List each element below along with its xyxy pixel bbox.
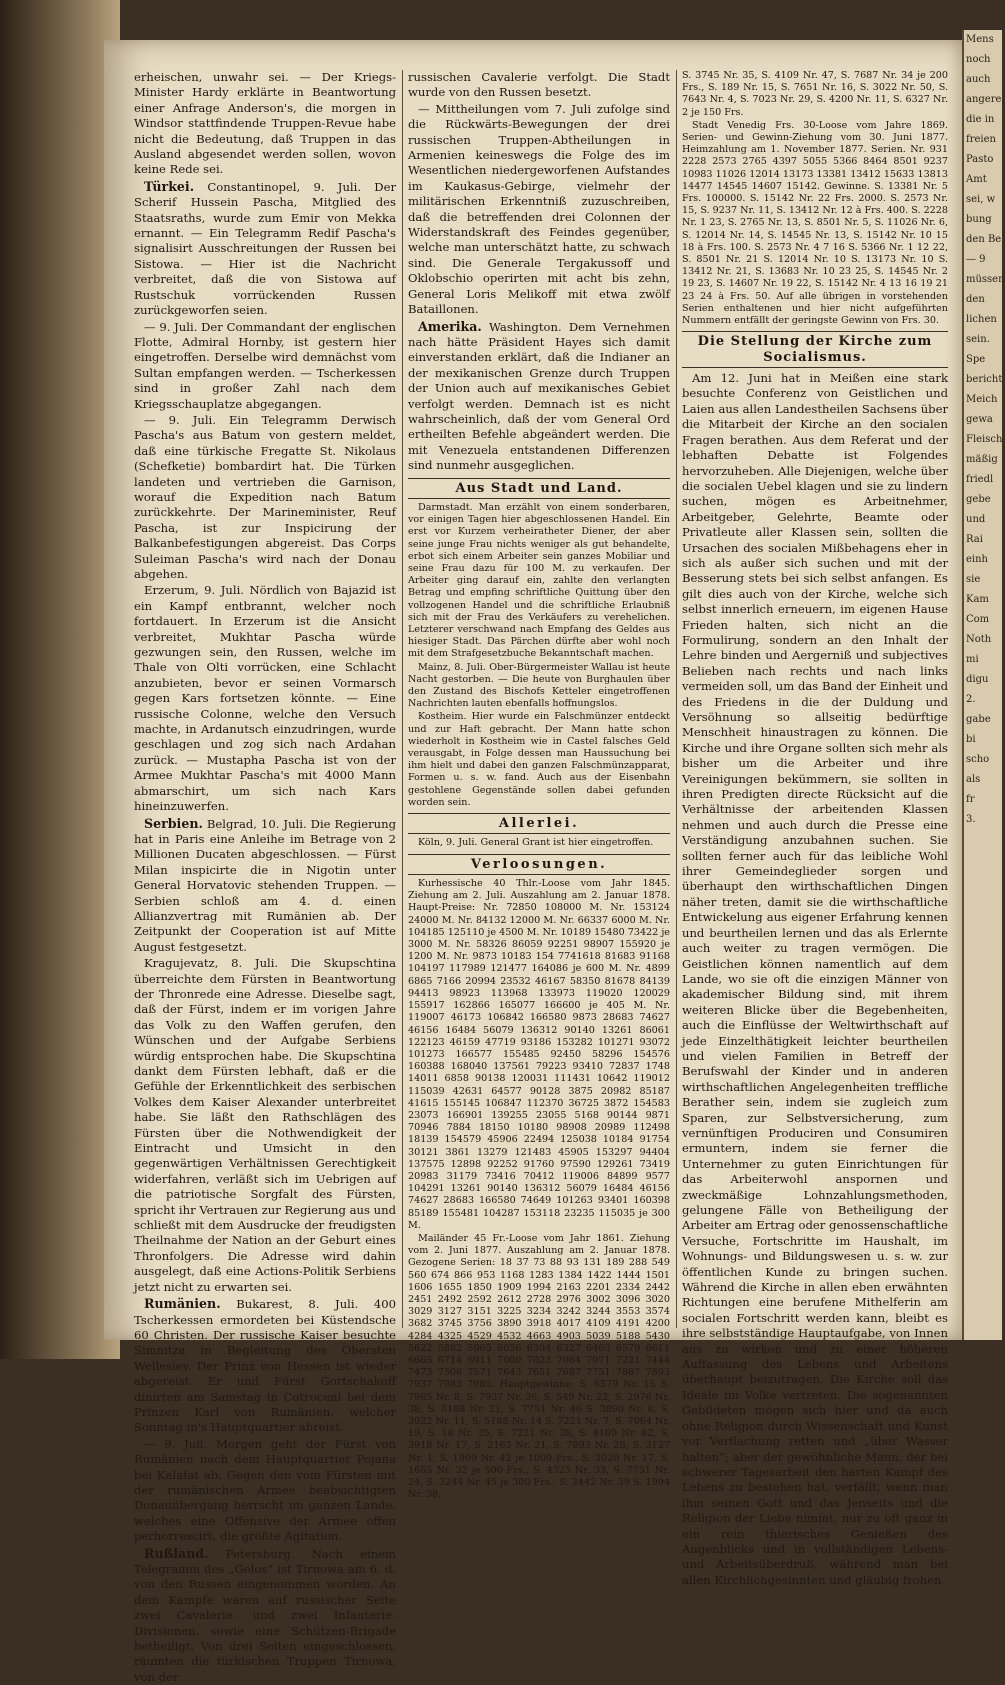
lottery-list: S. 3745 Nr. 35, S. 4109 Nr. 47, S. 7687 Nr. 34 je 200 Frs., S. 189 Nr. 15, S. 7651 Nr. 16, S. 3022 Nr. 50, S. 7643 Nr. 4, S. 7023 Nr. 29, S. 4200 Nr. 11, S. 6327 Nr. 2 je 150 Frs.	[682, 70, 948, 118]
adjacent-page-word: Pasto	[966, 154, 994, 165]
adjacent-page-word: angere	[966, 94, 1002, 105]
section-heading-stadt-und-land: Aus Stadt und Land.	[408, 478, 670, 499]
adjacent-page-word: 2.	[966, 694, 976, 705]
section-heading-kirche-socialismus: Die Stellung der Kirche zum Socialismus.	[682, 331, 948, 368]
newspaper-page	[104, 40, 962, 1684]
adjacent-page-word: und	[966, 514, 986, 525]
section-rubric: Rußland.	[144, 1545, 209, 1561]
article-text: Belgrad, 10. Juli. Die Regierung hat in Paris eine Anleihe im Betrage von 2 Millionen Ducaten abgeschlossen. — Fürst Milan inspicirte die in Nigotin unter General Horvatovic stehenden Truppen. — Serbien schloß am 4. d. einen Allianzvertrag mit Rumänien ab. Der Zeitpunkt der Cooperation ist auf Mitte August festgesetzt.	[134, 816, 397, 954]
news-item: Darmstadt. Man erzählt von einem sonderbaren, vor einigen Tagen hier abgeschlossenen Handel. Ein erst vor Kurzem verheiratheter Diener, der aber seine junge Frau nichts weniger als gut behandelte, erbot sich einem Arbeiter sein ganzes Mobiliar und seine Frau dazu für 100 M. zu verkaufen. Der Arbeiter ging darauf ein, zahlte den verlangten Betrag und empfing schriftliche Quittung über den vollzogenen Handel und die schriftliche Erlaubniß sich mit der Frau des Verkäufers zu verehelichen. Letzterer verschwand nach Empfang des Geldes aus hiesiger Stadt. Das Pärchen dürfte aber wohl noch mit dem Strafgesetzbuche Bekanntschaft machen.	[408, 501, 670, 660]
adjacent-page-word: einh	[966, 554, 988, 565]
column-3	[682, 70, 948, 1587]
article-paragraph: Am 12. Juni hat in Meißen eine stark besuchte Conferenz von Geistlichen und Laien aus allen Landestheilen Sachsens über die Mitarbeit der Kirche an den socialen Fragen berathen. Aus dem Referat und der lebhaften Debatte ist Folgendes hervorzuheben. Alle Diejenigen, welche über die socialen Uebel klagen und sie zu lindern suchen, mögen es Arbeitnehmer, Arbeitgeber, Gelehrte, Beamte oder Privatleute aller Klassen sein, sollten die Ursachen des socialen Mißbehagens eher in sich als außer sich suchen und mit der Besserung stets bei sich selbst anfangen. Es gilt dies auch von der Kirche, welche sich selbst innerlich erneuern, im eigenen Hause Frieden halten, sich nicht an die Formulirung, sondern an den Inhalt der Lehre binden und Aergerniß und subjectives Belieben nach rechts und nach links vermeiden soll, um das Band der Einheit und des Friedens in die der Duldung und Versöhnung so allseitig bedürftige Menschheit hinaustragen zu können. Die Kirche und ihre Organe sollten sich mehr als bisher um die Arbeiter und ihre Vereinigungen bekümmern, sie sollten in ihren Predigten directe Rücksicht auf die Verhältnisse der arbeitenden Klassen nehmen und auch durch die Presse eine Verständigung anzubahnen suchen. Sie sollten ferner auch für das leibliche Wohl ihrer Gemeindeglieder sorgen und überhaupt den wirthschaftlichen Dingen näher treten, damit sie die wirthschaftliche Entwickelung aus eigener Erfahrung kennen und beurtheilen lernen und das als Erlernte auch weiter zu tragen vermögen. Die Geistlichen können namentlich auf dem Lande, wo sie oft die einzigen Männer von akademischer Bildung sind, mit ihrem weiteren Blicke über die Begebenheiten, auch die Einflüsse der Weltwirthschaft auf jede Einzelthätigkeit leichter beurtheilen und vielen Familien in Betreff der Berufswahl der Kinder und in anderen wirthschaftlichen Angelegenheiten treffliche Berather sein, indem sie zugleich zum Sparen, zur Selbstversicherung, zum vernünftigen Produciren und Consumiren ermuntern, indem sie ferner die Unternehmer zu guten Einrichtungen für das Arbeiterwohl anspornen und zweckmäßige Lohnzahlungsmethoden, gelungene Fälle von Betheiligung der Arbeiter am Ertrag oder genossenschaftliche Versuche, Fortschritte im Haushalt, im Wohnungs- und Bildungswesen u. s. w. zur öffentlichen Kunde zu bringen suchen. Während die Kirche in allen eben erwähnten Richtungen eine berufene Mithelferin am socialen Fortschritt werden kann, bleibt es ihre selbstständige Hauptaufgabe, von Innen aus zu wirken und zu einer höheren Auffassung des Lebens und Arbeitens überhaupt beizutragen. Die Kirche soll das Ideale im Volke vertreten. Die sogenannten Gebildeten mögen sich hier und da auch ohne Religion durch Wissenschaft und Kunst vor Verflachung retten und „über Wasser halten“; aber der gewöhnliche Mann, der bei schwerer Tagesarbeit den harten Kampf des Lebens zu bestehen hat, verfällt, wenn man ihm seinen Gott und das Jenseits und die Religion der Liebe nimmt, nur zu oft ganz in ein rein thierisches Genießen des Augenblicks und in vollständigen Lebens- und Arbeitsüberdruß, während man bei allen Kirchlichgesinnten und gläubig frohen	[682, 371, 948, 1587]
adjacent-page-word: scho	[966, 754, 990, 765]
article-paragraph: — 9. Juli. Ein Telegramm Derwisch Pascha's aus Batum von gestern meldet, daß eine türkische Fregatte St. Nikolaus (Schefketie) bombardirt hat. Die Türken landeten und vertrieben die Garnison, worauf die Expedition nach Batum zurückkehrte. Der Marineminister, Reuf Pascha, ist zur Inspicirung der Balkanbefestigungen abgereist. Das Corps Suleiman Pascha's wird nach der Donau abgehen.	[134, 412, 396, 581]
adjacent-page-word: bi	[966, 734, 976, 745]
adjacent-page-word: mi	[966, 654, 979, 665]
news-item: Köln, 9. Juli. General Grant ist hier eingetroffen.	[418, 837, 654, 849]
adjacent-page-word: gewa	[966, 414, 993, 425]
adjacent-page-word: als	[966, 774, 981, 785]
adjacent-page-word: Com	[966, 614, 990, 625]
article-paragraph: russischen Cavalerie verfolgt. Die Stadt wurde von den Russen besetzt.	[408, 70, 670, 100]
adjacent-page-word: gabe	[966, 714, 991, 725]
adjacent-page-word: digu	[966, 674, 989, 685]
section-heading-verloosungen: Verloosungen.	[408, 854, 670, 875]
adjacent-page-word: sie	[966, 574, 981, 585]
adjacent-page-word: friedl	[966, 474, 994, 485]
article-paragraph: — Mittheilungen vom 7. Juli zufolge sind die Rückwärts-Bewegungen der drei russischen Truppen-Abtheilungen in Armenien keineswegs die Folge des im Wesentlichen niedergeworfenen Aufstandes im Kaukasus-Gebirge, vielmehr der militärischen Erkenntniß zuzuschreiben, daß die betreffenden drei Colonnen der Widerstandskraft des Feindes gegenüber, welche man unterschätzt hatte, zu schwach sind. Die Generale Tergakussoff und Oklobschio operirten mit acht bis zehn, General Loris Melikoff mit etwa zwölf Bataillonen.	[408, 101, 670, 317]
lottery-list: Kurhessische 40 Thlr.-Loose vom Jahr 1845. Ziehung am 2. Juli. Auszahlung am 2. Januar 1878. Haupt-Preise: Nr. 72850 108000 M. Nr. 153124 24000 M. Nr. 84132 12000 M. Nr. 66337 6000 M. Nr. 104185 125110 je 4500 M. Nr. 10189 15480 73422 je 3000 M. Nr. 58326 86059 92251 98907 155920 je 1200 M. Nr. 9873 10183 154 7741618 81683 91168 104197 117989 121477 164086 je 600 M. Nr. 4899 6865 7166 20994 23532 46167 58350 81678 84139 94413 98923 113968 133973 119020 120029 155917 162866 165077 166600 je 405 M. Nr. 119007 46173 106842 166580 9873 28683 74627 46156 16484 56079 136312 90140 13261 86061 122123 46159 47719 93186 153282 101271 93072 101273 166577 155485 92450 58296 154576 160388 168040 137561 79223 93410 72837 1748 14011 6858 90138 120031 111431 10642 119012 115039 42631 64577 90128 3875 20982 85187 41615 155145 106847 112370 36725 3872 154583 23073 166901 139255 23055 5168 90144 9871 70946 7884 18150 10180 98908 20989 112498 18139 154579 45906 22494 125038 10184 91754 30121 3861 13279 121483 45905 153297 94404 137575 12898 92252 91760 97590 129261 73419 20983 31179 73416 70412 119006 84899 9577 104291 13261 90140 136312 56079 16484 46156 74627 28683 166580 74649 101263 93401 160398 85189 155481 104287 153118 23235 115035 je 300 M.	[408, 878, 670, 1231]
adjacent-page-word: — 9	[966, 254, 986, 265]
adjacent-page-word: noch	[966, 54, 991, 65]
article-paragraph: — 9. Juli. Der Commandant der englischen Flotte, Admiral Hornby, ist gestern hier eingetroffen. Derselbe wird demnächst vom Sultan empfangen werden. — Tscherkessen sind in großer Zahl nach dem Kriegsschauplatze abgegangen.	[134, 319, 396, 411]
adjacent-page-word: müssen	[966, 274, 1005, 285]
lottery-list: Mailänder 45 Fr.-Loose vom Jahr 1861. Ziehung vom 2. Juni 1877. Auszahlung am 2. Januar 1878. Gezogene Serien: 18 37 73 88 93 131 189 288 549 560 674 866 953 1168 1283 1384 1422 1444 1501 1606 1655 1850 1909 1994 2163 2201 2334 2442 2451 2492 2592 2612 2728 2976 3002 3096 3020 3029 3127 3151 3225 3234 3242 3244 3553 3574 3682 3745 3756 3890 3918 4017 4109 4191 4200 4284 4325 4529 4532 4663 4903 5039 5188 5430 5622 5882 5965 6056 6304 6327 6463 6579 6611 6665 6714 6911 7009 7023 7064 7071 7221 7444 7473 7506 7571 7643 7651 7687 7751 7887 7893 7937 7983 7985. Hauptgewinne: S. 6579 Nr. 15 S. 7985 Nr. 8, S. 7937 Nr. 36, S. 549 Nr. 22, S. 2976 Nr. 38, S. 5188 Nr. 21, S. 7751 Nr. 46 S. 3890 Nr. 8, S. 3022 Nr. 11, S. 5188 Nr. 14 S. 7221 Nr. 7, S. 7064 Nr. 19, S. 18 Nr. 35, S. 7221 Nr. 38, S. 4109 Nr. 42, S. 3918 Nr. 17, S. 2163 Nr. 21, S. 7893 Nr. 28, S. 3127 Nr. 1, S. 1909 Nr. 42 je 1000 Frs., S. 3020 Nr. 17, S. 1655 Nr. 32 je 500 Frs., S. 4325 Nr. 33, S. 7751 Nr. 24, S. 3244 Nr. 45 je 300 Frs., S. 2442 Nr. 39 S. 1994 Nr. 38,	[408, 1232, 670, 1501]
adjacent-page-word: Noth	[966, 634, 992, 645]
adjacent-page-word: Meich	[966, 394, 998, 405]
section-rubric: Serbien.	[144, 815, 203, 831]
adjacent-page-word: lichen	[966, 314, 997, 325]
adjacent-page-word: Amt	[966, 174, 987, 185]
adjacent-page-word: den	[966, 294, 985, 305]
adjacent-page-word: freien	[966, 134, 996, 145]
adjacent-page-word: die in	[966, 114, 995, 125]
column-2	[408, 70, 670, 1501]
article-paragraph: Kragujevatz, 8. Juli. Die Skupschtina überreichte dem Fürsten in Beantwortung der Thronrede eine Adresse. Dieselbe sagt, daß der Fürst, indem er im vorigen Jahre das Volk zu den Waffen gerufen, den Wünschen und der Aufgabe Serbiens würdig entsprochen habe. Die Skupschtina dankt dem Fürsten lebhaft, daß er die Gefühle der Erkenntlichkeit des serbischen Volkes dem Kaiser Alexander unterbreitet habe. Sie läßt den Rathschlägen des Fürsten über die Nothwendigkeit der Eintracht und Umsicht in den gegenwärtigen Verhältnissen Gerechtigkeit widerfahren, verläßt sich im Uebrigen auf die patriotische Sorgfalt des Fürsten, spricht ihr Vertrauen zur Regierung aus und schließt mit dem Ausdrucke der freudigsten Theilnahme der Nation an der Geburt eines Thronfolgers. Die Adresse wird dahin ausgelegt, daß eine Actions-Politik Serbiens jetzt nicht zu erwarten sei.	[134, 956, 396, 1294]
news-item: Mainz, 8. Juli. Ober-Bürgermeister Wallau ist heute Nacht gestorben. — Die heute von Burghaulen über den Zustand des Bischofs Ketteler eingetroffenen Nachrichten lauten ebenfalls hoffnungslos.	[408, 661, 670, 710]
section-rubric: Rumänien.	[144, 1296, 221, 1312]
adjacent-page-word: fr	[966, 794, 975, 805]
adjacent-page-word: Fleisch	[966, 434, 1003, 445]
adjacent-page-word: mäßig	[966, 454, 998, 465]
adjacent-page-word: bericht	[966, 374, 1003, 385]
column-1	[134, 70, 397, 1684]
adjacent-page-word: 3.	[966, 814, 976, 825]
article-text: Constantinopel, 9. Juli. Der Scherif Hussein Pascha, Mitglied des Staatsraths, wurde zum Emir von Mekka ernannt. — Ein Telegramm Redif Pascha's signalisirt Ausschreitungen der Russen bei Sistowa. — Hier ist die Nachricht verbreitet, daß die von Sistowa auf Rustschuk vorrückenden Russen zurückgeworfen seien.	[134, 179, 396, 318]
article-text: Bukarest, 8. Juli. 400 Tscherkessen ermordeten bei Küstendsche 60 Christen. Der russische Kaiser besuchte Simnitza in Begleitung des Obersten Wellesley. Der Prinz von Hessen ist wieder abgereist. Er und Fürst Gortschakoff dinirten am Samstag in Cotroceni bei dem Prinzen Karl von Rumänien, welcher Sonntag in's Hauptquartier abreist.	[134, 1297, 396, 1435]
article-paragraph: erheischen, unwahr sei. — Der Kriegs-Minister Hardy erklärte in Beantwortung einer Anfrage Anderson's, die morgen in Windsor stattfindende Truppen-Revue habe nicht die Bedeutung, daß Truppen in das Ausland abgesendet werden sollen, wovon keine Rede sei.	[134, 70, 396, 177]
column-rule	[676, 70, 677, 1328]
adjacent-page-word: Spe	[966, 354, 986, 365]
section-rubric: Amerika.	[418, 318, 482, 334]
article-text: Petersburg. Nach einem Telegramm des „Golos“ ist Tirnowa am 6. d. von den Russen eingenommen worden. An dem Kampfe waren auf russischer Seite zwei Cavalerie- und zwei Infanterie-Divisionen, sowie eine Schützen-Brigade betheiligt. Von drei Seiten eingeschlossen, räumten die türkischen Truppen Tirnowa, von der	[134, 1546, 397, 1684]
book-edge	[0, 0, 120, 1359]
adjacent-page-word: den Be	[966, 234, 1002, 245]
article-paragraph: Erzerum, 9. Juli. Nördlich von Bajazid ist ein Kampf entbrannt, welcher noch fortdauert. In Erzerum ist die Ansicht verbreitet, Mukhtar Pascha würde gezwungen sein, den Russen, welche im Thale von Olti vorrücken, eine Schlacht anzubieten, bevor er seinen Vormarsch gegen Kars fortsetzen könnte. — Eine russische Colonne, welche den Versuch machte, in Ardanutsch einzudringen, wurde geschlagen und zog sich nach Ardahan zurück. — Mustapha Pascha ist von der Armee Mukhtar Pascha's mit 4000 Mann abmarschirt, um sich nach Kars hineinzuwerfen.	[134, 583, 396, 814]
adjacent-page-word: Rai	[966, 534, 983, 545]
adjacent-page-word: gebe	[966, 494, 991, 505]
news-item: Kostheim. Hier wurde ein Falschmünzer entdeckt und zur Haft gebracht. Der Mann hatte schon wiederholt in Kostheim wie in Castel falsches Geld verausgabt, in Folge dessen man Haussuchung bei ihm hielt und dabei den ganzen Falschmünzapparat, Formen u. s. w. fand. Auch aus der Eisenbahn gestohlene Gegenstände sollen dabei gefunden worden sein.	[408, 711, 670, 808]
adjacent-page-word: bung	[966, 214, 992, 225]
lottery-list: Stadt Venedig Frs. 30-Loose vom Jahre 1869. Serien- und Gewinn-Ziehung vom 30. Juni 1877. Heimzahlung am 1. November 1877. Serien. Nr. 931 2228 2573 2765 4397 5055 5366 8464 8501 9237 10983 11026 12014 13173 13381 13412 15633 13813 14477 14545 14607 15142. Gewinne. S. 13381 Nr. 5 Frs. 100000. S. 15142 Nr. 22 Frs. 2000. S. 2573 Nr. 15, S. 9237 Nr. 11, S. 13412 Nr. 12 à Frs. 400. S. 2228 Nr. 1 23, S. 2765 Nr. 13, S. 8501 Nr. 5, S. 11026 Nr. 6, S. 12014 Nr. 14, S. 14545 Nr. 13, S. 15142 Nr. 10 15 18 à Frs. 100. S. 2573 Nr. 4 7 16 S. 5366 Nr. 1 12 22, S. 8501 Nr. 21 S. 12014 Nr. 10 S. 13173 Nr. 10 S. 13412 Nr. 21, S. 13683 Nr. 10 23 25, S. 14545 Nr. 2 19 23, S. 14607 Nr. 19 22, S. 15142 Nr. 4 13 16 19 21 23 24 à Frs. 50. Auf alle übrigen in vorstehenden Serien enthaltenen und hier nicht aufgeführten Nummern entfällt der geringste Gewinn von Frs. 30.	[682, 119, 948, 327]
section-rubric: Türkei.	[144, 178, 195, 194]
adjacent-page-word: sei, w	[966, 194, 996, 205]
column-rule	[402, 70, 403, 1328]
adjacent-page-word: Kam	[966, 594, 989, 605]
adjacent-page-fragment	[962, 30, 1005, 1340]
article-paragraph: — 9. Juli. Morgen geht der Fürst von Rumänien nach dem Hauptquartier Pojana bei Kalafat ab. Gegen den vom Fürsten mit der rumänischen Armee beabsichtigten Donauübergang herrscht im ganzen Lande, welches eine Offensive der Armee offen perhorrescirt, die größte Agitation.	[134, 1436, 396, 1544]
adjacent-page-word: sein.	[966, 334, 990, 345]
adjacent-page-word: Mens	[966, 34, 994, 45]
section-heading-allerlei: Allerlei.	[408, 813, 670, 834]
article-text: Washington. Dem Vernehmen nach hätte Präsident Hayes sich damit einverstanden erklärt, daß die Indianer an der mexikanischen Grenze durch Truppen der Union auch auf mexikanisches Gebiet verfolgt werden. Demnach ist es nicht wahrscheinlich, daß der vom General Ord ertheilten Befehle abgeändert werden. Die mit Venezuela entstandenen Differenzen sind nunmehr ausgeglichen.	[408, 319, 670, 473]
adjacent-page-word: auch	[966, 74, 991, 85]
